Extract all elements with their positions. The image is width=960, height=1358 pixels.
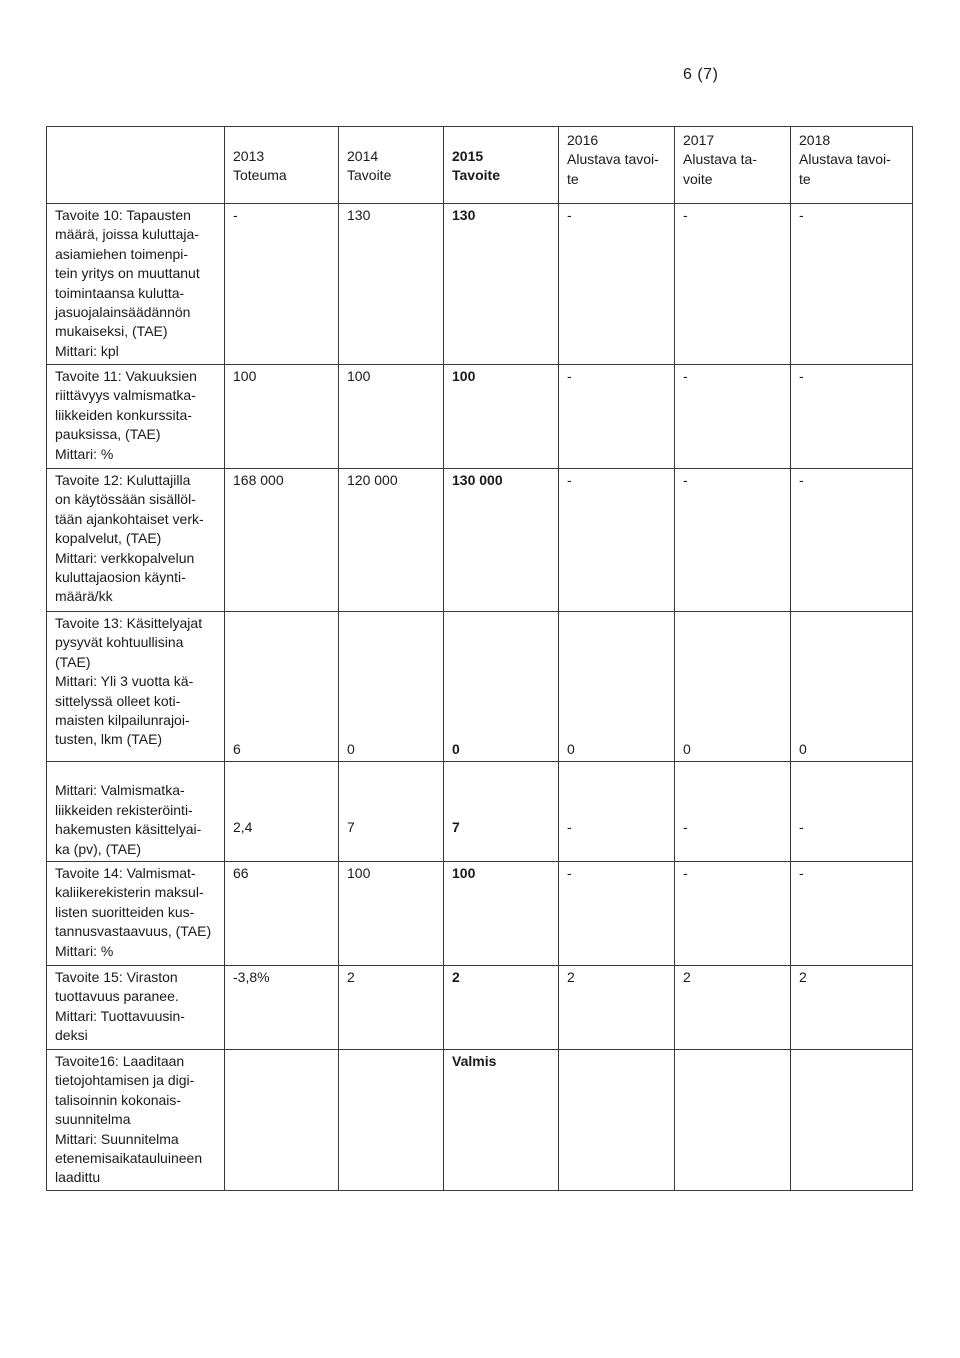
header-cell-2016 bbox=[559, 127, 675, 204]
table-row bbox=[47, 966, 913, 1050]
row-label: Tavoite 12: Kuluttajilla on käytössään sisällöl- tään ajankohtaiset verk- kopalvelut, (TAE) Mittari: verkkopalvelun kuluttajaosion käynti- määrä/kk bbox=[47, 469, 225, 612]
cell-2018: 2 bbox=[791, 966, 913, 1050]
header-cell-2018 bbox=[791, 127, 913, 204]
header-subtitle: Tavoite bbox=[452, 167, 500, 183]
cell-2017 bbox=[675, 1050, 791, 1191]
header-subtitle: Toteuma bbox=[233, 167, 287, 183]
cell-2015: 0 bbox=[444, 612, 559, 762]
cell-2017: - bbox=[675, 469, 791, 612]
cell-2017: - bbox=[675, 365, 791, 469]
header-year: 2013 bbox=[233, 147, 265, 164]
table-row bbox=[47, 612, 913, 762]
cell-2016: 2 bbox=[559, 966, 675, 1050]
header-row bbox=[47, 127, 913, 204]
header-cell-2013 bbox=[225, 127, 339, 204]
header-cell-2014 bbox=[339, 127, 444, 204]
cell-2013: 168 000 bbox=[225, 469, 339, 612]
cell-2014: 0 bbox=[339, 612, 444, 762]
cell-2018: - bbox=[791, 862, 913, 966]
header-subtitle: Alustava tavoi- te bbox=[567, 151, 659, 187]
cell-2016: - bbox=[559, 469, 675, 612]
cell-2015: 100 bbox=[444, 365, 559, 469]
row-label: Tavoite 14: Valmismat- kaliikerekisterin maksul- listen suoritteiden kus- tannusvastaavuus, (TAE) Mittari: % bbox=[47, 862, 225, 966]
header-year: 2016 bbox=[567, 132, 599, 148]
row-label: Tavoite 11: Vakuuksien riittävyys valmismatka- liikkeiden konkurssita- pauksissa, (TAE) Mittari: % bbox=[47, 365, 225, 469]
cell-2015: 2 bbox=[444, 966, 559, 1050]
cell-2016: 0 bbox=[559, 612, 675, 762]
cell-2018 bbox=[791, 1050, 913, 1191]
cell-2014: 2 bbox=[339, 966, 444, 1050]
cell-2018: - bbox=[791, 469, 913, 612]
table-row bbox=[47, 365, 913, 469]
cell-2013: 100 bbox=[225, 365, 339, 469]
cell-2013: -3,8% bbox=[225, 966, 339, 1050]
header-subtitle: Tavoite bbox=[347, 167, 392, 183]
header-year: 2015 bbox=[452, 147, 484, 164]
header-cell-label bbox=[47, 127, 225, 204]
cell-2015: 130 bbox=[444, 204, 559, 365]
cell-2013: - bbox=[225, 204, 339, 365]
cell-2015: Valmis bbox=[444, 1050, 559, 1191]
cell-2017: 0 bbox=[675, 612, 791, 762]
cell-2017: 2 bbox=[675, 966, 791, 1050]
header-year: 2018 bbox=[799, 132, 831, 148]
cell-2013: 6 bbox=[225, 612, 339, 762]
cell-2018: 0 bbox=[791, 612, 913, 762]
cell-2016: - bbox=[559, 365, 675, 469]
cell-2015: 130 000 bbox=[444, 469, 559, 612]
cell-2014 bbox=[339, 1050, 444, 1191]
row-label: Tavoite 15: Viraston tuottavuus paranee. Mittari: Tuottavuusin- deksi bbox=[47, 966, 225, 1050]
table-row bbox=[47, 1050, 913, 1191]
cell-2016: - bbox=[559, 862, 675, 966]
cell-2013: 2,4 bbox=[225, 762, 339, 862]
cell-2018: - bbox=[791, 365, 913, 469]
row-label: Tavoite 13: Käsittelyajat pysyvät kohtuullisina (TAE) Mittari: Yli 3 vuotta kä- sittelyssä olleet koti- maisten kilpailunrajoi- tusten, lkm (TAE) bbox=[47, 612, 225, 762]
cell-2017: - bbox=[675, 862, 791, 966]
cell-2014: 100 bbox=[339, 862, 444, 966]
cell-2014: 120 000 bbox=[339, 469, 444, 612]
cell-2016: - bbox=[559, 204, 675, 365]
cell-2013 bbox=[225, 1050, 339, 1191]
header-subtitle: Alustava tavoi- te bbox=[799, 151, 891, 187]
row-label: Mittari: Valmismatka- liikkeiden rekisteröinti- hakemusten käsittelyai- ka (pv), (TAE) bbox=[47, 762, 225, 862]
cell-2016 bbox=[559, 1050, 675, 1191]
row-label: Tavoite16: Laaditaan tietojohtamisen ja digi- talisoinnin kokonais- suunnitelma Mittari: Suunnitelma etenemisaikatauluineen laadittu bbox=[47, 1050, 225, 1191]
cell-2015: 100 bbox=[444, 862, 559, 966]
targets-table bbox=[46, 126, 913, 1191]
cell-2016: - bbox=[559, 762, 675, 862]
header-subtitle: Alustava ta- voite bbox=[683, 151, 757, 187]
cell-2018: - bbox=[791, 204, 913, 365]
cell-2014: 100 bbox=[339, 365, 444, 469]
header-cell-2017 bbox=[675, 127, 791, 204]
cell-2015: 7 bbox=[444, 762, 559, 862]
header-cell-2015 bbox=[444, 127, 559, 204]
cell-2014: 7 bbox=[339, 762, 444, 862]
row-label: Tavoite 10: Tapausten määrä, joissa kuluttaja- asiamiehen toimenpi- tein yritys on muuttanut toimintaansa kulutta- jasuojalainsäädännön mukaiseksi, (TAE) Mittari: kpl bbox=[47, 204, 225, 365]
cell-2018: - bbox=[791, 762, 913, 862]
cell-2013: 66 bbox=[225, 862, 339, 966]
cell-2017: - bbox=[675, 762, 791, 862]
header-year: 2017 bbox=[683, 132, 715, 148]
table-row bbox=[47, 204, 913, 365]
header-year: 2014 bbox=[347, 147, 379, 164]
table-row bbox=[47, 862, 913, 966]
cell-2014: 130 bbox=[339, 204, 444, 365]
page-number: 6 (7) bbox=[683, 66, 719, 83]
table-row bbox=[47, 469, 913, 612]
table-row bbox=[47, 762, 913, 862]
cell-2017: - bbox=[675, 204, 791, 365]
